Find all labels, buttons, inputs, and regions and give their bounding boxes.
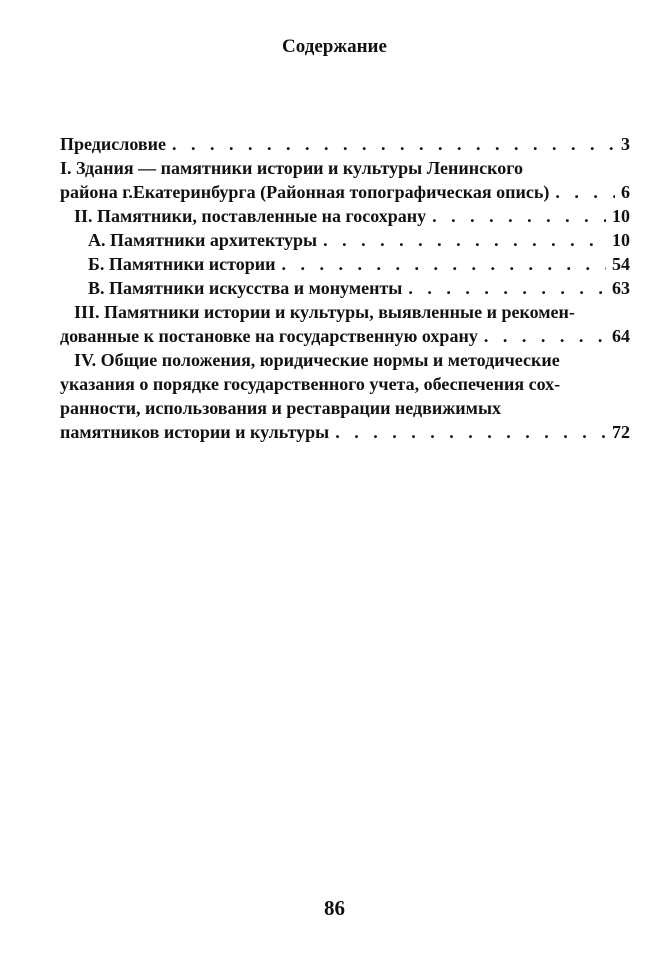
toc-entry-title-continued: памятников истории и культуры: [60, 422, 330, 442]
toc-page-number: 54: [612, 254, 630, 274]
toc-entry-subsection-b: [60, 252, 630, 276]
table-of-contents: [60, 132, 630, 444]
toc-entry-title: I. Здания — памятники истории и культуры Ленинского: [60, 158, 523, 178]
page-title: Содержание: [282, 36, 387, 57]
toc-entry-title-continued: дованные к постановке на государственную охрану: [60, 326, 478, 346]
toc-entry-section-3: [60, 300, 630, 348]
toc-page-number: 10: [612, 206, 630, 226]
page-footer-number: 86: [324, 896, 345, 920]
dot-leader: [432, 204, 606, 228]
toc-entry-title: А. Памятники архитектуры: [88, 230, 318, 250]
toc-entry-preface: [60, 132, 630, 156]
dot-leader: [555, 180, 615, 204]
toc-page-number: 6: [621, 182, 630, 202]
toc-entry-section-4: [60, 348, 630, 444]
dot-leader: [408, 276, 606, 300]
toc-page-number: 63: [612, 278, 630, 298]
toc-page-number: 10: [612, 230, 630, 250]
toc-entry-title-continued: указания о порядке государственного учета, обеспечения сох-: [60, 374, 561, 394]
toc-entry-section-1: [60, 156, 630, 204]
dot-leader: [335, 420, 606, 444]
toc-entry-title-continued: района г.Екатеринбурга (Районная топографическая опись): [60, 182, 550, 202]
toc-entry-title-continued: ранности, использования и реставрации недвижимых: [60, 398, 501, 418]
toc-entry-subsection-a: [60, 228, 630, 252]
toc-page-number: 64: [612, 326, 630, 346]
toc-entry-title: В. Памятники искусства и монументы: [88, 278, 403, 298]
toc-entry-title: II. Памятники, поставленные на госохрану: [74, 206, 427, 226]
dot-leader: [281, 252, 606, 276]
dot-leader: [323, 228, 606, 252]
toc-entry-section-2: [60, 204, 630, 228]
toc-entry-subsection-v: [60, 276, 630, 300]
toc-entry-title: Предисловие: [60, 134, 166, 154]
toc-entry-title: IV. Общие положения, юридические нормы и методические: [74, 350, 560, 370]
toc-page-number: 72: [612, 422, 630, 442]
dot-leader: [172, 132, 615, 156]
toc-entry-title: Б. Памятники истории: [88, 254, 276, 274]
dot-leader: [484, 324, 606, 348]
toc-page-number: 3: [621, 134, 630, 154]
toc-entry-title: III. Памятники истории и культуры, выявленные и рекомен-: [74, 302, 575, 322]
